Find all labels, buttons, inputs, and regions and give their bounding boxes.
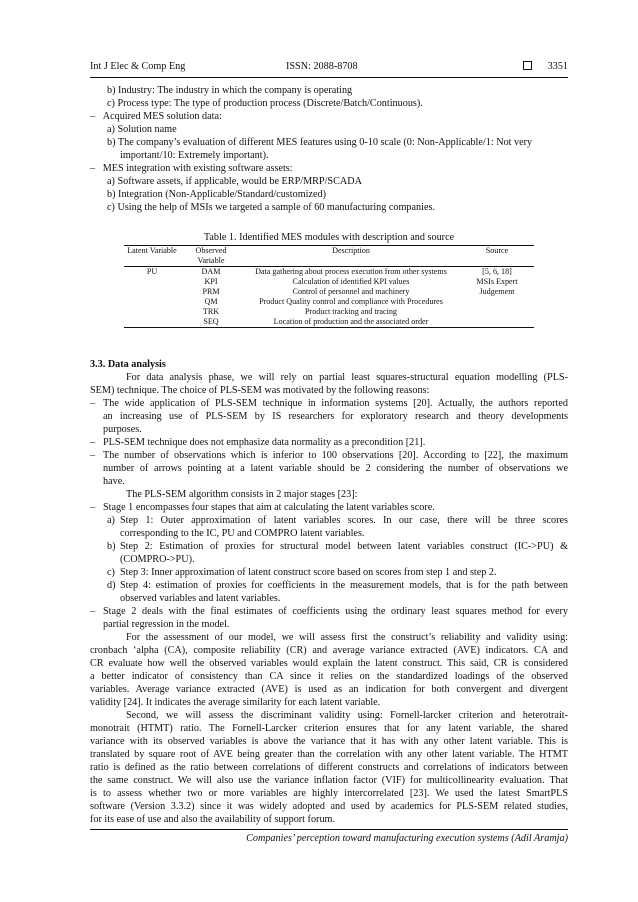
bullet-item: – PLS-SEM technique does not emphasize data normality as a precondition [21]. bbox=[90, 437, 426, 448]
page-body bbox=[90, 84, 568, 826]
paragraph-line: software (Version 3.3.2) since it was widely adopted and used by academics for PLS-SEM related studies, bbox=[90, 801, 568, 812]
list-item-continuation: important/10: Extremely important). bbox=[120, 150, 269, 161]
paragraph-line: ratio is defined as the ratio between correlations of different constructs and correlations of indicators between bbox=[90, 762, 568, 773]
bullet-item: – Acquired MES solution data: bbox=[90, 111, 222, 122]
list-item: b) The company’s evaluation of different MES features using 0-10 scale (0: Non-Applicable/1: Not very bbox=[107, 137, 533, 148]
list-item: b) Industry: The industry in which the company is operating bbox=[107, 85, 353, 96]
mes-modules-table bbox=[124, 245, 534, 328]
paragraph-line: Second, we will assess the discriminant validity using: Fornell-larcker criterion and heterotrait- bbox=[126, 710, 568, 721]
table-caption: Table 1. Identified MES modules with description and source bbox=[203, 232, 455, 243]
list-item: b) Integration (Non-Applicable/Standard/customized) bbox=[107, 189, 326, 200]
paragraph-line: monotrait (HTMT) ratio. The Fornell-Larcker criterion ensures that for any latent variable, the shared bbox=[90, 723, 568, 734]
bullet-continuation: have. bbox=[103, 476, 125, 487]
table-row: TRK Product tracking and tracing bbox=[202, 307, 397, 316]
bullet-item: – Stage 1 encompasses four stapes that aim at calculating the latent variables score. bbox=[90, 502, 435, 513]
bullet-continuation: purposes. bbox=[103, 424, 142, 435]
bullet-item: – The wide application of PLS-SEM technique in information systems [20]. Actually, the authors reported bbox=[90, 398, 568, 409]
table-row: PU DAM Data gathering about process execution from other systems [5, 6, 18] bbox=[146, 267, 512, 276]
running-footer: Companies’ perception toward manufacturing execution systems (Adil Aramja) bbox=[246, 833, 568, 844]
col-header-source: Source bbox=[460, 246, 534, 267]
list-item-continuation: corresponding to the IC, PU and COMPRO latent variables. bbox=[120, 528, 365, 539]
bullet-continuation: an increasing use of PLS-SEM by IS researchers for exploratory research and theory developments bbox=[103, 411, 568, 422]
table-row: QM Product Quality control and compliance with Procedures bbox=[204, 297, 443, 306]
list-item-continuation: (COMPRO->PU). bbox=[120, 554, 195, 565]
paragraph-line: CR evaluate how well the observed variables would explain the latent construct. This said, CR is considered bbox=[90, 658, 568, 669]
list-item: a) Step 1: Outer approximation of latent variables scores. In our case, there will be three scores bbox=[107, 515, 568, 526]
paragraph-line: a better indicator of consistency than CA since it relies on the standardized loadings of the observed bbox=[90, 671, 568, 682]
bullet-continuation: partial regression in the model. bbox=[103, 619, 230, 630]
paragraph-line: SEM) technique. The choice of PLS-SEM was motivated by the following reasons: bbox=[90, 385, 430, 396]
list-item: a) Solution name bbox=[107, 124, 177, 135]
paragraph-line: variance with its observed variables is above the variance that it has with any other latent variable. This is bbox=[90, 736, 568, 747]
bullet-item: – The number of observations which is inferior to 100 observations [20]. According to [22], the maximum bbox=[90, 450, 568, 461]
footer-rule bbox=[90, 829, 568, 830]
running-header bbox=[90, 61, 568, 75]
list-item: a) Software assets, if applicable, would be ERP/MRP/SCADA bbox=[107, 176, 362, 187]
bullet-continuation: number of arrows pointing at a latent variable should be 2 considering the number of observations we bbox=[103, 463, 568, 474]
list-item: d) Step 4: estimation of proxies for coefficients in the measurement models, that is for the path between bbox=[107, 580, 568, 591]
bullet-item: – Stage 2 deals with the final estimates of coefficients using the ordinary least squares method for every bbox=[90, 606, 568, 617]
paragraph-line: For the assessment of our model, we will assess first the construct’s reliability and validity using: bbox=[126, 632, 568, 643]
header-rule bbox=[90, 77, 568, 78]
table-row: PRM Control of personnel and machinery Judgement bbox=[202, 287, 515, 296]
list-item-continuation: observed variables and latent variables. bbox=[120, 593, 281, 604]
paragraph-line: For data analysis phase, we will rely on partial least squares-structural equation modelling (PLS- bbox=[126, 372, 568, 383]
list-item: c) Step 3: Inner approximation of latent construct score based on scores from step 1 and step 2. bbox=[107, 567, 497, 578]
paragraph-line: The PLS-SEM algorithm consists in 2 major stages [23]: bbox=[126, 489, 358, 500]
col-header-latent: Latent Variable bbox=[124, 246, 180, 267]
paragraph-line: the same construct. We will also use the variance inflation factor (VIF) for multicollinearity evaluation. That bbox=[90, 775, 568, 786]
section-heading: 3.3. Data analysis bbox=[90, 359, 166, 370]
journal-name: Int J Elec & Comp Eng bbox=[90, 61, 186, 72]
paragraph-line: translated by square root of AVE being greater than the correlation with any other latent variable. The HTMT bbox=[90, 749, 568, 760]
bullet-item: – MES integration with existing software assets: bbox=[90, 163, 293, 174]
col-header-observed: Observed Variable bbox=[180, 246, 242, 267]
table-row: KPI Calculation of identified KPI values MSIs Expert bbox=[204, 277, 518, 286]
paragraph-line: is to assess whether two or more variables are highly intercorrelated [23]. We used the latest SmartPLS bbox=[90, 788, 568, 799]
col-header-description: Description bbox=[242, 246, 460, 267]
paragraph-line: variables. Average variance extracted (AVE) is used as an indication for both convergent and divergent bbox=[90, 684, 568, 695]
paragraph-line: for its ease of use and also the availability of support forum. bbox=[90, 814, 336, 825]
list-item: c) Process type: The type of production process (Discrete/Batch/Continuous). bbox=[107, 98, 423, 109]
list-item: b) Step 2: Estimation of proxies for structural model between latent variables construct (IC->PU) & bbox=[107, 541, 568, 552]
issn: ISSN: 2088-8708 bbox=[286, 61, 358, 72]
page-number: 3351 bbox=[547, 61, 568, 72]
list-item: c) Using the help of MSIs we targeted a sample of 60 manufacturing companies. bbox=[107, 202, 435, 213]
paragraph-line: cronbach ‘alpha (CA), composite reliability (CR) and average variance extracted (AVE) indicators. CA and bbox=[90, 645, 568, 656]
table-row: SEQ Location of production and the associated order bbox=[124, 317, 534, 328]
paragraph-line: validity [24]. It indicates the average similarity for each latent variable. bbox=[90, 697, 381, 708]
checkbox-square-icon bbox=[523, 61, 532, 70]
